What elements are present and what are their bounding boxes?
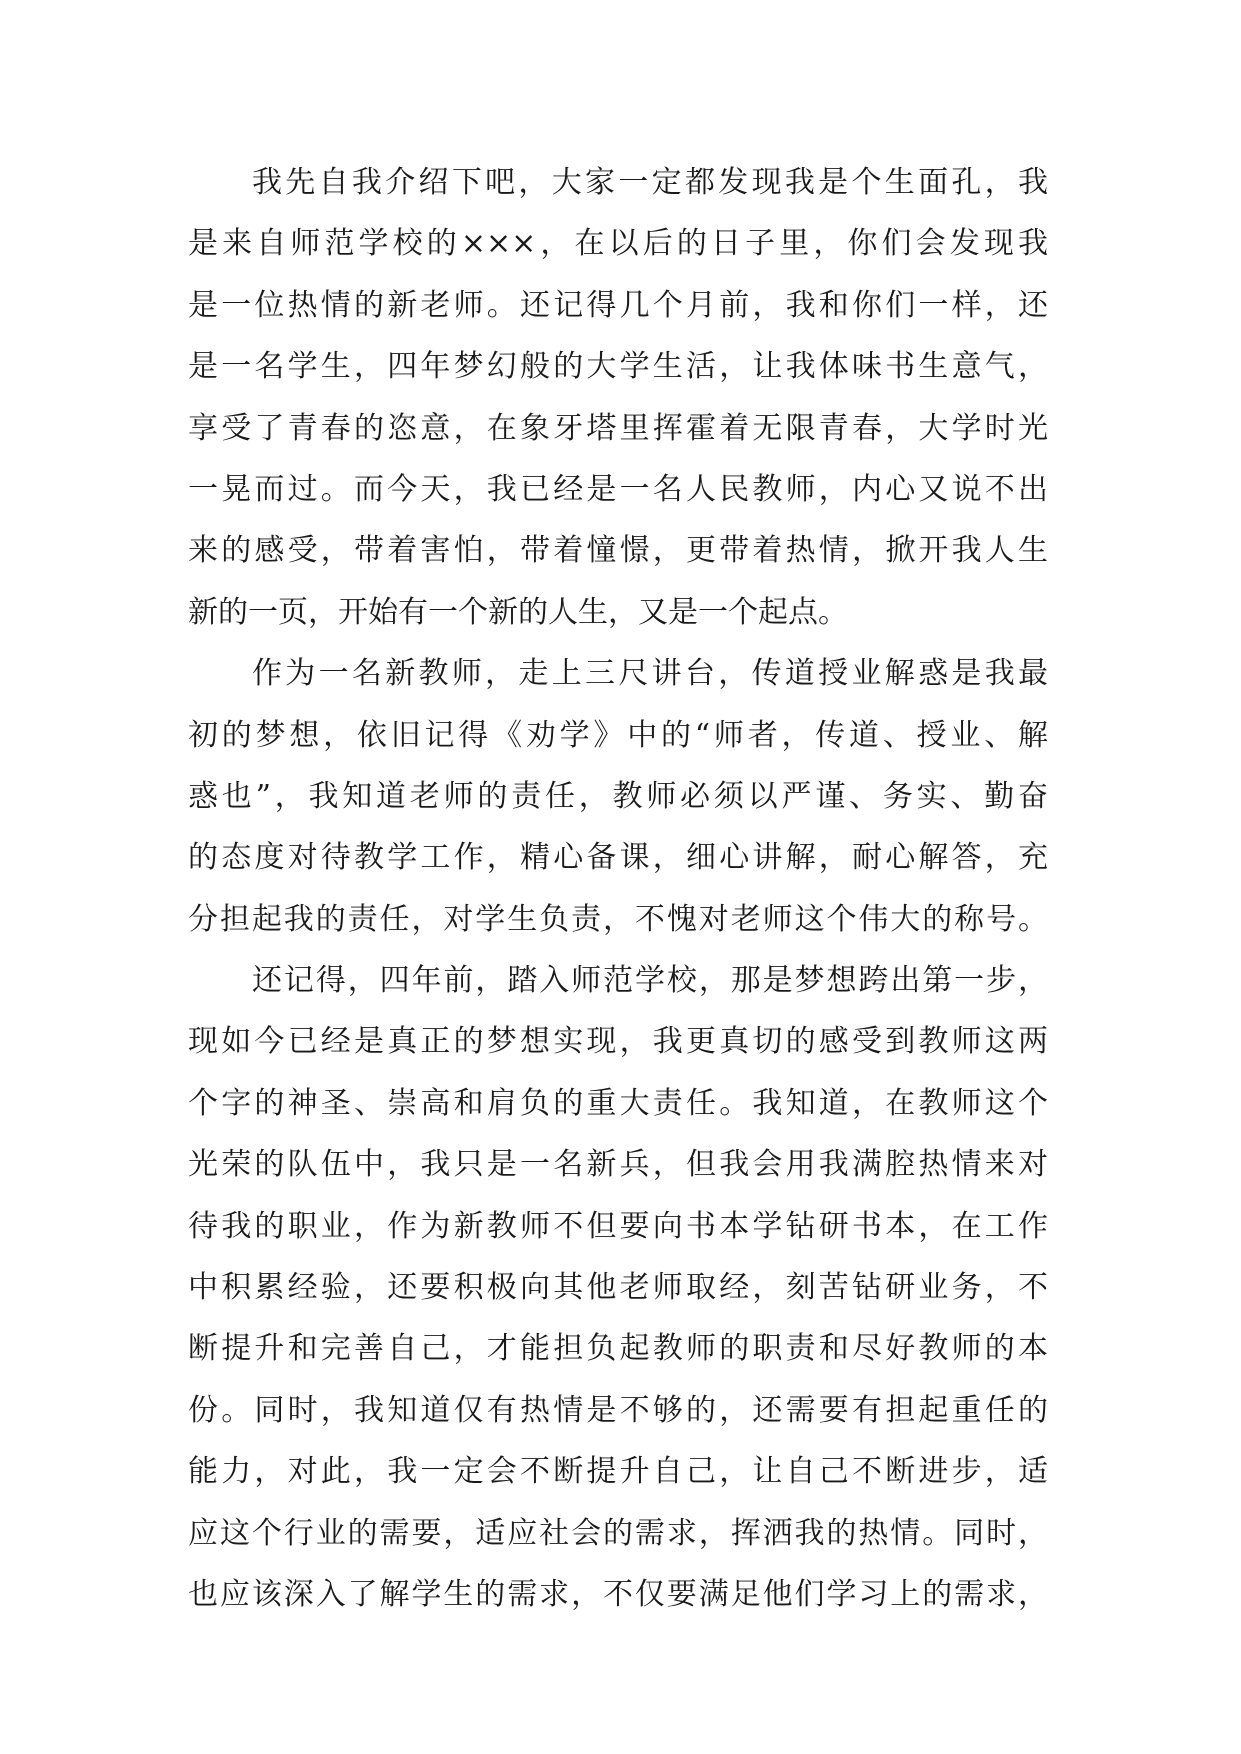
paragraph-line: 是一位热情的新老师。还记得几个月前，我和你们一样，还	[188, 287, 1048, 323]
paragraph-line: 享受了青春的恣意，在象牙塔里挥霍着无限青春，大学时光	[188, 410, 1048, 446]
paragraph-line: 惑也”，我知道老师的责任，教师必须以严谨、务实、勤奋	[188, 778, 1048, 814]
paragraph-2	[188, 643, 1048, 950]
paragraph-line: 是来自师范学校的×××，在以后的日子里，你们会发现我	[188, 226, 1048, 262]
paragraph-line: 份。同时，我知道仅有热情是不够的，还需要有担起重任的	[188, 1392, 1048, 1428]
paragraph-1	[188, 152, 1048, 643]
paragraph-3	[188, 950, 1048, 1625]
paragraph-line: 能力，对此，我一定会不断提升自己，让自己不断进步，适	[188, 1454, 1048, 1490]
paragraph-line: 断提升和完善自己，才能担负起教师的职责和尽好教师的本	[188, 1331, 1048, 1367]
paragraph-line: 一晃而过。而今天，我已经是一名人民教师，内心又说不出	[188, 471, 1048, 507]
paragraph-line: 中积累经验，还要积极向其他老师取经，刻苦钻研业务，不	[188, 1270, 1048, 1306]
paragraph-line: 是一名学生，四年梦幻般的大学生活，让我体味书生意气，	[188, 349, 1048, 385]
paragraph-line: 我先自我介绍下吧，大家一定都发现我是个生面孔，我	[252, 165, 1048, 200]
paragraph-line: 应这个行业的需要，适应社会的需求，挥洒我的热情。同时，	[188, 1515, 1048, 1551]
document-body	[188, 152, 1048, 1625]
paragraph-line: 分担起我的责任，对学生负责，不愧对老师这个伟大的称号。	[188, 901, 1048, 937]
paragraph-line: 待我的职业，作为新教师不但要向书本学钻研书本，在工作	[188, 1208, 1048, 1244]
paragraph-line: 新的一页，开始有一个新的人生，又是一个起点。	[188, 594, 848, 630]
paragraph-line: 个字的神圣、崇高和肩负的重大责任。我知道，在教师这个	[188, 1085, 1048, 1121]
paragraph-line: 光荣的队伍中，我只是一名新兵，但我会用我满腔热情来对	[188, 1147, 1048, 1183]
paragraph-line: 也应该深入了解学生的需求，不仅要满足他们学习上的需求，	[188, 1576, 1048, 1612]
paragraph-line: 的态度对待教学工作，精心备课，细心讲解，耐心解答，充	[188, 840, 1048, 876]
paragraph-line: 初的梦想，依旧记得《劝学》中的“师者，传道、授业、解	[188, 717, 1048, 753]
paragraph-line: 还记得，四年前，踏入师范学校，那是梦想跨出第一步，	[252, 963, 1048, 999]
paragraph-line: 作为一名新教师，走上三尺讲台，传道授业解惑是我最	[252, 656, 1048, 692]
paragraph-line: 现如今已经是真正的梦想实现，我更真切的感受到教师这两	[188, 1024, 1048, 1060]
paragraph-line: 来的感受，带着害怕，带着憧憬，更带着热情，掀开我人生	[188, 533, 1048, 569]
